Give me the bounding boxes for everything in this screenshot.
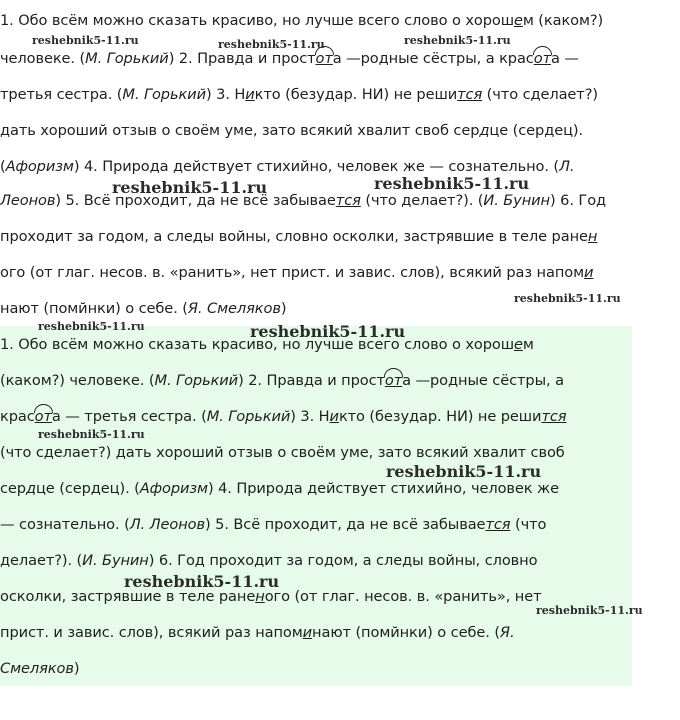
watermark: reshebnik5-11.ru bbox=[38, 320, 145, 333]
watermark: reshebnik5-11.ru bbox=[386, 462, 542, 481]
text-line: (что сделает?) дать хороший отзыв о своём уме, зато всякий хвалит своб bbox=[0, 444, 565, 461]
text-line: нают (помйнки) о себе. (Я. Смеляков) bbox=[0, 300, 287, 317]
text-line: осколки, застрявшие в теле раненого (от глаг. несов. в. «ранить», нет bbox=[0, 588, 542, 605]
text-line: 1. Обо всём можно сказать красиво, но лучше всего слово о хорошем bbox=[0, 336, 534, 353]
watermark: reshebnik5-11.ru bbox=[514, 292, 621, 305]
text-line: Смеляков) bbox=[0, 660, 80, 677]
text-line: сердце (сердец). (Афоризм) 4. Природа действует стихийно, человек же bbox=[0, 480, 559, 497]
text-line: проходит за годом, а следы войны, словно осколки, застрявшие в теле ранен bbox=[0, 228, 598, 245]
watermark: reshebnik5-11.ru bbox=[38, 428, 145, 441]
watermark: reshebnik5-11.ru bbox=[32, 34, 139, 47]
text-line: дать хороший отзыв о своём уме, зато всякий хвалит своб сердце (сердец). bbox=[0, 122, 584, 139]
text-block-second bbox=[0, 326, 632, 686]
text-line: прист. и завис. слов), всякий раз напоминают (помйнки) о себе. (Я. bbox=[0, 624, 515, 641]
watermark: reshebnik5-11.ru bbox=[218, 38, 325, 51]
text-line: человеке. (М. Горький) 2. Правда и простота —родные сёстры, а красота — bbox=[0, 50, 579, 67]
watermark: reshebnik5-11.ru bbox=[404, 34, 511, 47]
text-line: делает?). (И. Бунин) 6. Год проходит за годом, а следы войны, словно bbox=[0, 552, 538, 569]
watermark: reshebnik5-11.ru bbox=[536, 604, 643, 617]
text-line: (каком?) человеке. (М. Горький) 2. Правда и простота —родные сёстры, а bbox=[0, 372, 564, 389]
watermark: reshebnik5-11.ru bbox=[112, 178, 268, 197]
text-line: 1. Обо всём можно сказать красиво, но лучше всего слово о хорошем (каком?) bbox=[0, 12, 604, 29]
watermark: reshebnik5-11.ru bbox=[374, 174, 530, 193]
text-line: Леонов) 5. Всё проходит, да не всё забывается (что делает?). (И. Бунин) 6. Год bbox=[0, 192, 607, 209]
watermark: reshebnik5-11.ru bbox=[250, 322, 406, 341]
text-line: — сознательно. (Л. Леонов) 5. Всё проходит, да не всё забывается (что bbox=[0, 516, 547, 533]
text-line: третья сестра. (М. Горький) 3. Никто (безудар. НИ) не решится (что сделает?) bbox=[0, 86, 598, 103]
text-line: красота — третья сестра. (М. Горький) 3. Никто (безудар. НИ) не решится bbox=[0, 408, 567, 425]
text-line: (Афоризм) 4. Природа действует стихийно, человек же — сознательно. (Л. bbox=[0, 158, 575, 175]
watermark: reshebnik5-11.ru bbox=[124, 572, 280, 591]
text-line: ого (от глаг. несов. в. «ранить», нет прист. и завис. слов), всякий раз напоми bbox=[0, 264, 594, 281]
